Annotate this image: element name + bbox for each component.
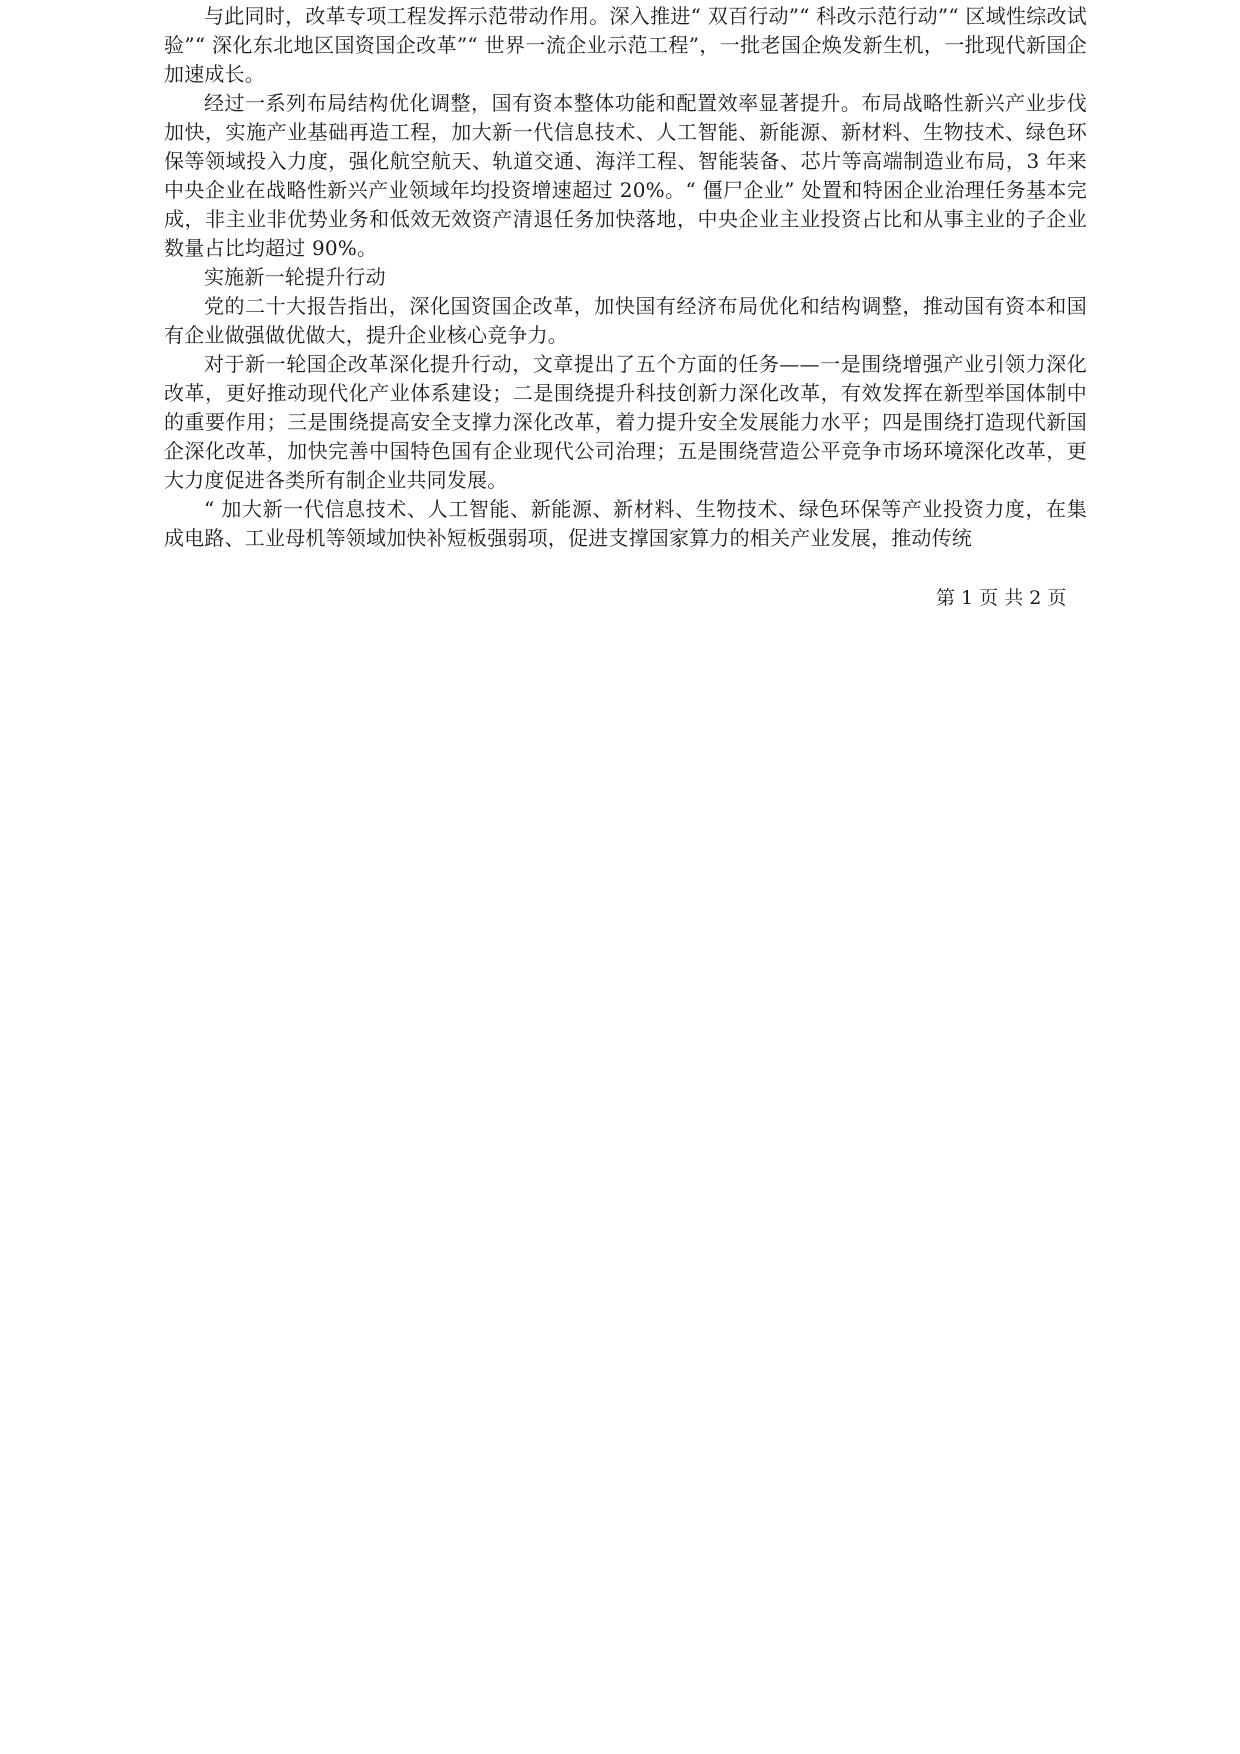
document-body [164,2,1087,553]
paragraph-industry-investment: “ 加大新一代信息技术、人工智能、新能源、新材料、生物技术、绿色环保等产业投资力度，在集成电路、工业母机等领域加快补短板强弱项，促进支撑国家算力的相关产业发展，推动传统 [164,497,1087,550]
paragraph-reform-projects: 与此同时，改革专项工程发挥示范带动作用。深入推进“ 双百行动”“ 科改示范行动”“ 区域性综改试验”“ 深化东北地区国资国企改革”“ 世界一流企业示范工程”，一批老国企焕发新生机，一批现代新国企加速成长。 [164,4,1087,86]
paragraph-layout-optimization: 经过一系列布局结构优化调整，国有资本整体功能和配置效率显著提升。布局战略性新兴产业步伐加快，实施产业基础再造工程，加大新一代信息技术、人工智能、新能源、新材料、生物技术、绿色环保等领域投入力度，强化航空航天、轨道交通、海洋工程、智能装备、芯片等高端制造业布局，3 年来中央企业在战略性新兴产业领域年均投资增速超过 20%。“ 僵尸企业” 处置和特困企业治理任务基本完成，非主业非优势业务和低效无效资产清退任务加快落地，中央企业主业投资占比和从事主业的子企业数量占比均超过 90%。 [164,91,1087,260]
paragraph-party-report: 党的二十大报告指出，深化国资国企改革，加快国有经济布局优化和结构调整，推动国有资本和国有企业做强做优做大，提升企业核心竞争力。 [164,294,1087,347]
section-heading: 实施新一轮提升行动 [204,265,386,289]
page-number-footer: 第 1 页 共 2 页 [936,587,1067,609]
paragraph-five-tasks: 对于新一轮国企改革深化提升行动，文章提出了五个方面的任务——一是围绕增强产业引领力深化改革，更好推动现代化产业体系建设；二是围绕提升科技创新力深化改革，有效发挥在新型举国体制中的重要作用；三是围绕提高安全支撑力深化改革，着力提升安全发展能力水平；四是围绕打造现代新国企深化改革，加快完善中国特色国有企业现代公司治理；五是围绕营造公平竞争市场环境深化改革，更大力度促进各类所有制企业共同发展。 [164,352,1087,492]
